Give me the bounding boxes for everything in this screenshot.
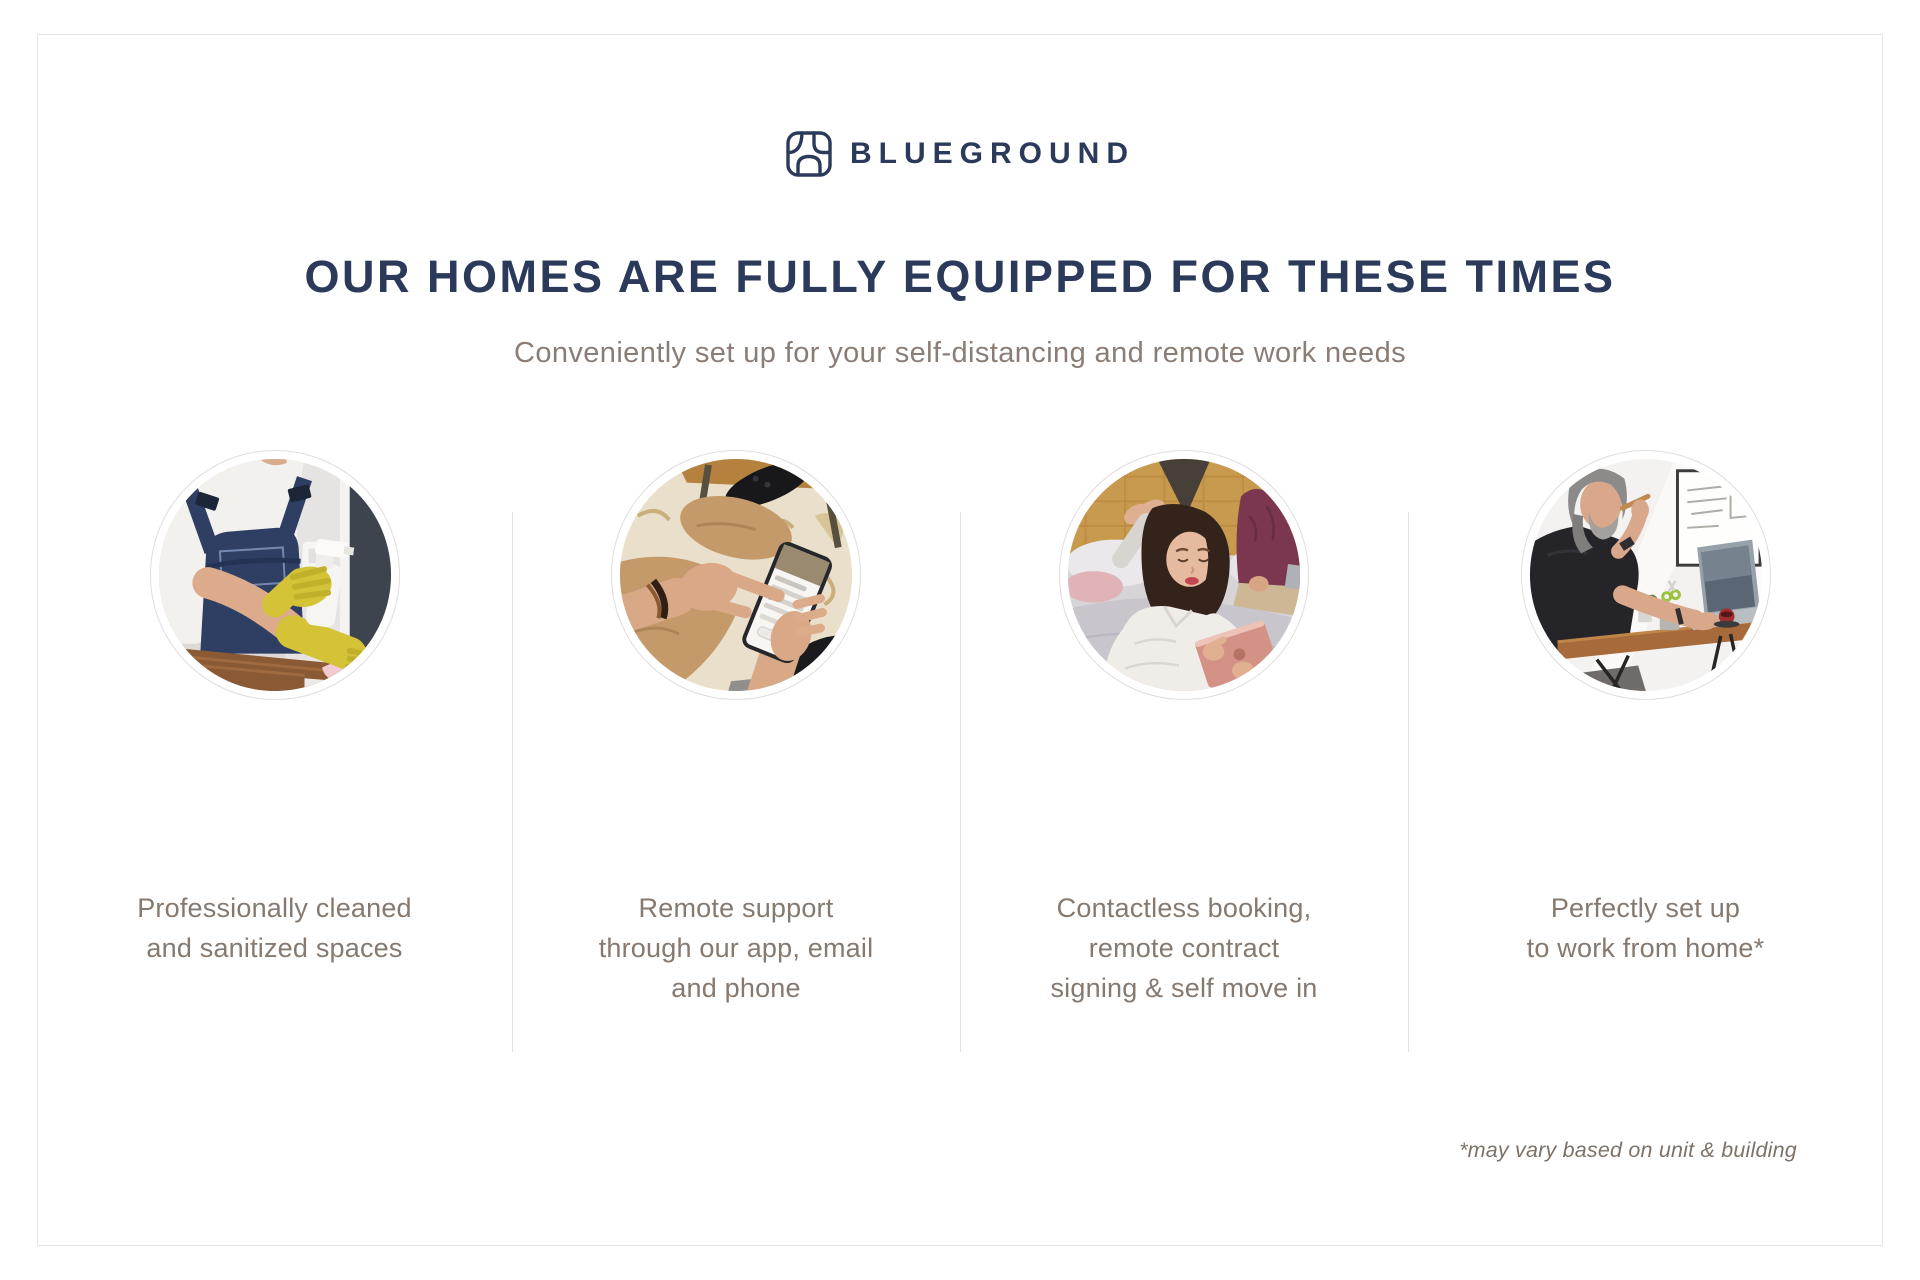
feature-caption-cleaning (37, 888, 512, 968)
caption-line: and sanitized spaces (146, 933, 403, 963)
feature-photo-ring (611, 450, 861, 700)
feature-caption-remote-support (512, 888, 960, 1008)
footnote: *may vary based on unit & building (1459, 1138, 1797, 1162)
cleaner-sanitizing-counter-photo (157, 457, 393, 693)
feature-column-cleaning (37, 450, 512, 700)
caption-line: signing & self move in (1050, 973, 1318, 1003)
feature-photo-ring (150, 450, 400, 700)
feature-photo-ring (1521, 450, 1771, 700)
man-working-from-home-desk-photo (1528, 457, 1764, 693)
feature-photo-ring (1059, 450, 1309, 700)
caption-line: Remote support (638, 893, 834, 923)
caption-line: Contactless booking, (1056, 893, 1312, 923)
feature-caption-contactless (960, 888, 1408, 1008)
blueground-logomark-icon (785, 130, 833, 178)
blueground-logo (0, 130, 1920, 178)
caption-line: through our app, email (598, 933, 874, 963)
subheadline: Conveniently set up for your self-distancing and remote work needs (513, 337, 1407, 369)
caption-line: and phone (671, 973, 801, 1003)
hands-using-phone-app-photo (618, 457, 854, 693)
feature-column-work-from-home (1408, 450, 1883, 700)
headline: OUR HOMES ARE FULLY EQUIPPED FOR THESE TIMES (304, 251, 1616, 302)
brand-name: BLUEGROUND (850, 137, 1135, 170)
caption-line: Professionally cleaned (137, 893, 412, 923)
feature-column-contactless (960, 450, 1408, 700)
feature-column-remote-support (512, 450, 960, 700)
woman-with-tablet-on-bed-photo (1066, 457, 1302, 693)
caption-line: to work from home* (1526, 933, 1765, 963)
caption-line: Perfectly set up (1550, 893, 1741, 923)
caption-line: remote contract (1088, 933, 1280, 963)
feature-caption-work-from-home (1408, 888, 1883, 968)
